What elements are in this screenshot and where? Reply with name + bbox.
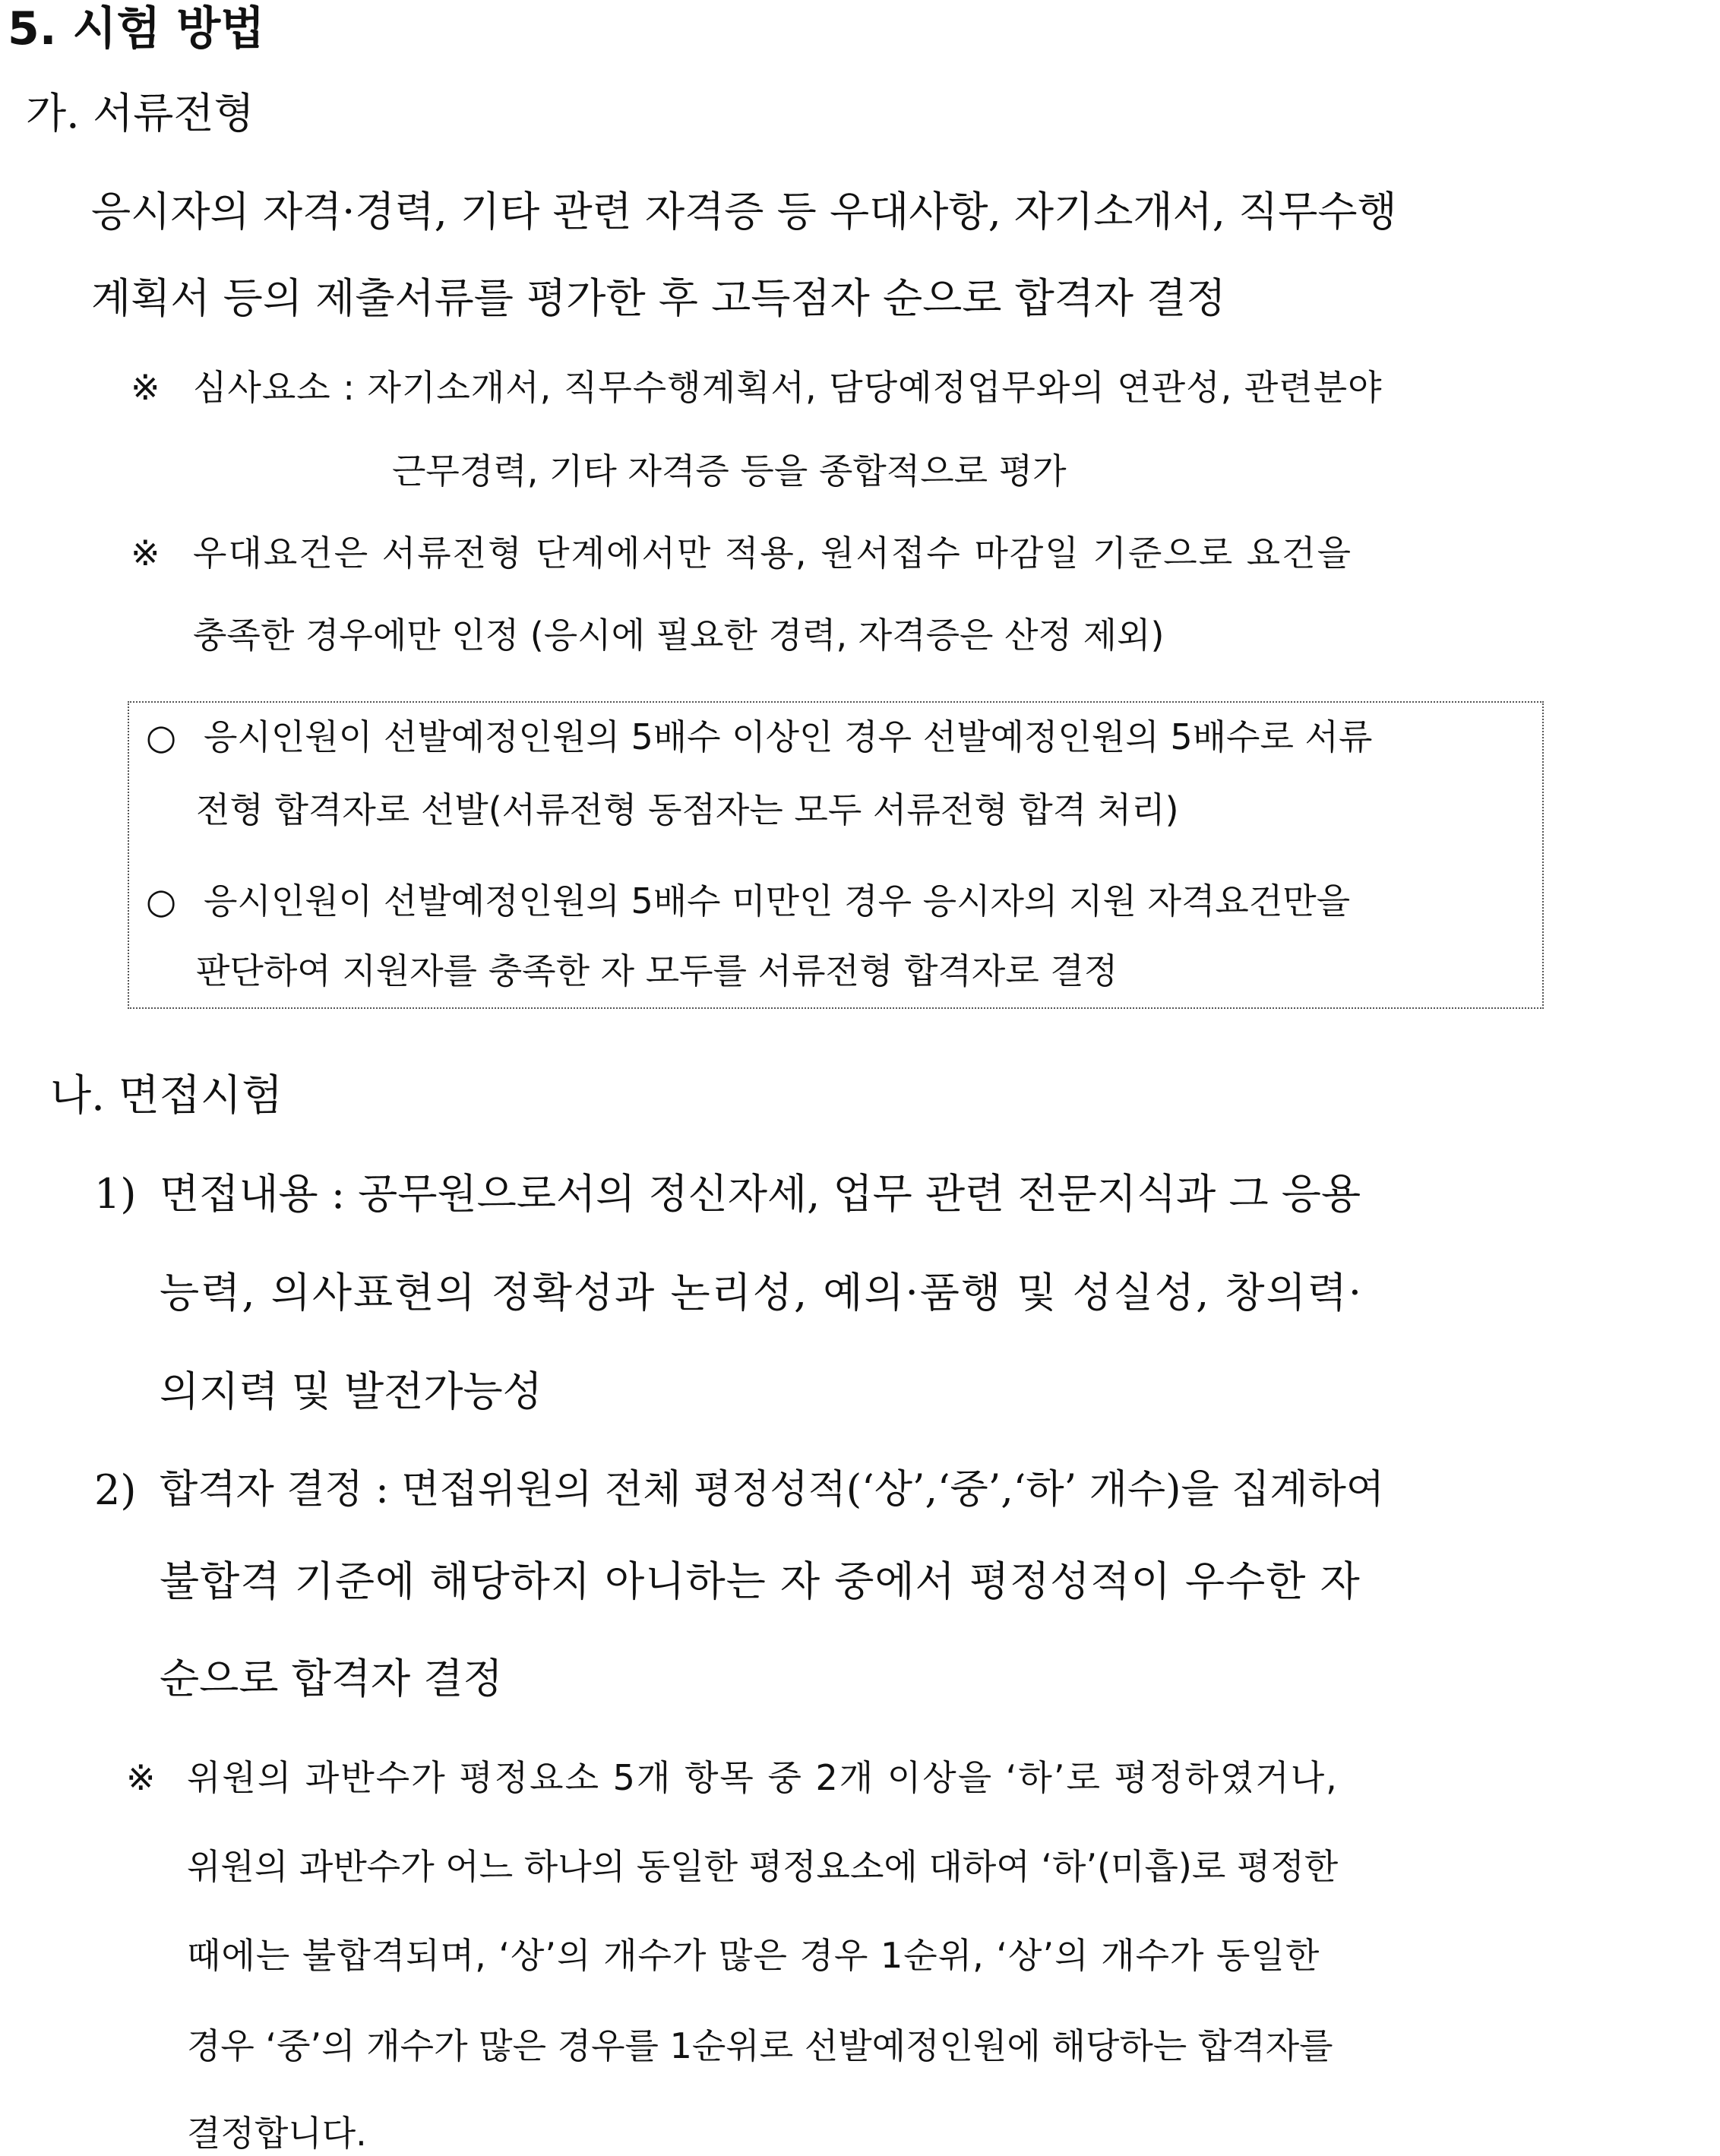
note-text: 우대요건은 서류전형 단계에서만 적용, 원서접수 마감일 기준으로 요건을	[193, 533, 1353, 574]
note-marker: ※	[126, 1757, 156, 1798]
section-title: 5. 시험 방법	[8, 2, 265, 55]
interview-item-text: 합격자 결정 : 면접위원의 전체 평정성적(‘상’,‘중’,‘하’ 개수)을 집계하여	[160, 1467, 1385, 1513]
interview-item-text: 능력, 의사표현의 정확성과 논리성, 예의·품행 및 성실성, 창의력·	[160, 1269, 1364, 1317]
subsection-heading-interview: 나. 면접시험	[50, 1071, 283, 1121]
paragraph-line	[91, 188, 1545, 236]
interview-item-text: 의지력 및 발전가능성	[160, 1367, 542, 1415]
note-text: 근무경력, 기타 자격증 등을 종합적으로 평가	[392, 450, 1067, 492]
item-number: 2)	[94, 1466, 137, 1514]
interview-item-text: 불합격 기준에 해당하지 아니하는 자 중에서 평정성적이 우수한 자	[160, 1557, 1361, 1605]
box-text: 응시인원이 선발예정인원의 5배수 이상인 경우 선발예정인원의 5배수로 서류	[204, 716, 1373, 757]
note-text: 위원의 과반수가 평정요소 5개 항목 중 2개 이상을 ‘하’로 평정하였거나,	[187, 1757, 1339, 1798]
note-text: 심사요소 : 자기소개서, 직무수행계획서, 담당예정업무와의 연관성, 관련분야	[193, 367, 1383, 408]
box-text: 응시인원이 선발예정인원의 5배수 미만인 경우 응시자의 지원 자격요건만을	[204, 880, 1351, 922]
subsection-heading-document-screening: 가. 서류전형	[26, 89, 255, 138]
circle-bullet: ○	[146, 880, 177, 922]
note-text: 경우 ‘중’의 개수가 많은 경우를 1순위로 선발예정인원에 해당하는 합격자를	[187, 2025, 1333, 2066]
circle-bullet: ○	[146, 716, 177, 757]
box-text: 판단하여 지원자를 충족한 자 모두를 서류전형 합격자로 결정	[196, 950, 1118, 991]
note-text: 충족한 경우에만 인정 (응시에 필요한 경력, 자격증은 산정 제외)	[193, 615, 1165, 656]
paragraph-text: 응시자의 자격·경력, 기타 관련 자격증 등 우대사항, 자기소개서, 직무수행	[91, 188, 1397, 236]
note-text: 위원의 과반수가 어느 하나의 동일한 평정요소에 대하여 ‘하’(미흡)로 평정한	[187, 1846, 1339, 1887]
note-text: 때에는 불합격되며, ‘상’의 개수가 많은 경우 1순위, ‘상’의 개수가 동일한	[187, 1935, 1320, 1976]
box-text: 전형 합격자로 선발(서류전형 동점자는 모두 서류전형 합격 처리)	[196, 789, 1179, 830]
paragraph-line: 계획서 등의 제출서류를 평가한 후 고득점자 순으로 합격자 결정	[91, 274, 1226, 322]
interview-item-text: 순으로 합격자 결정	[160, 1655, 503, 1702]
note-text: 결정합니다.	[187, 2113, 367, 2154]
item-number: 1)	[94, 1170, 137, 1218]
note-marker: ※	[131, 533, 160, 574]
note-marker: ※	[131, 367, 160, 408]
interview-item-text: 면접내용 : 공무원으로서의 정신자세, 업무 관련 전문지식과 그 응용	[160, 1170, 1361, 1218]
